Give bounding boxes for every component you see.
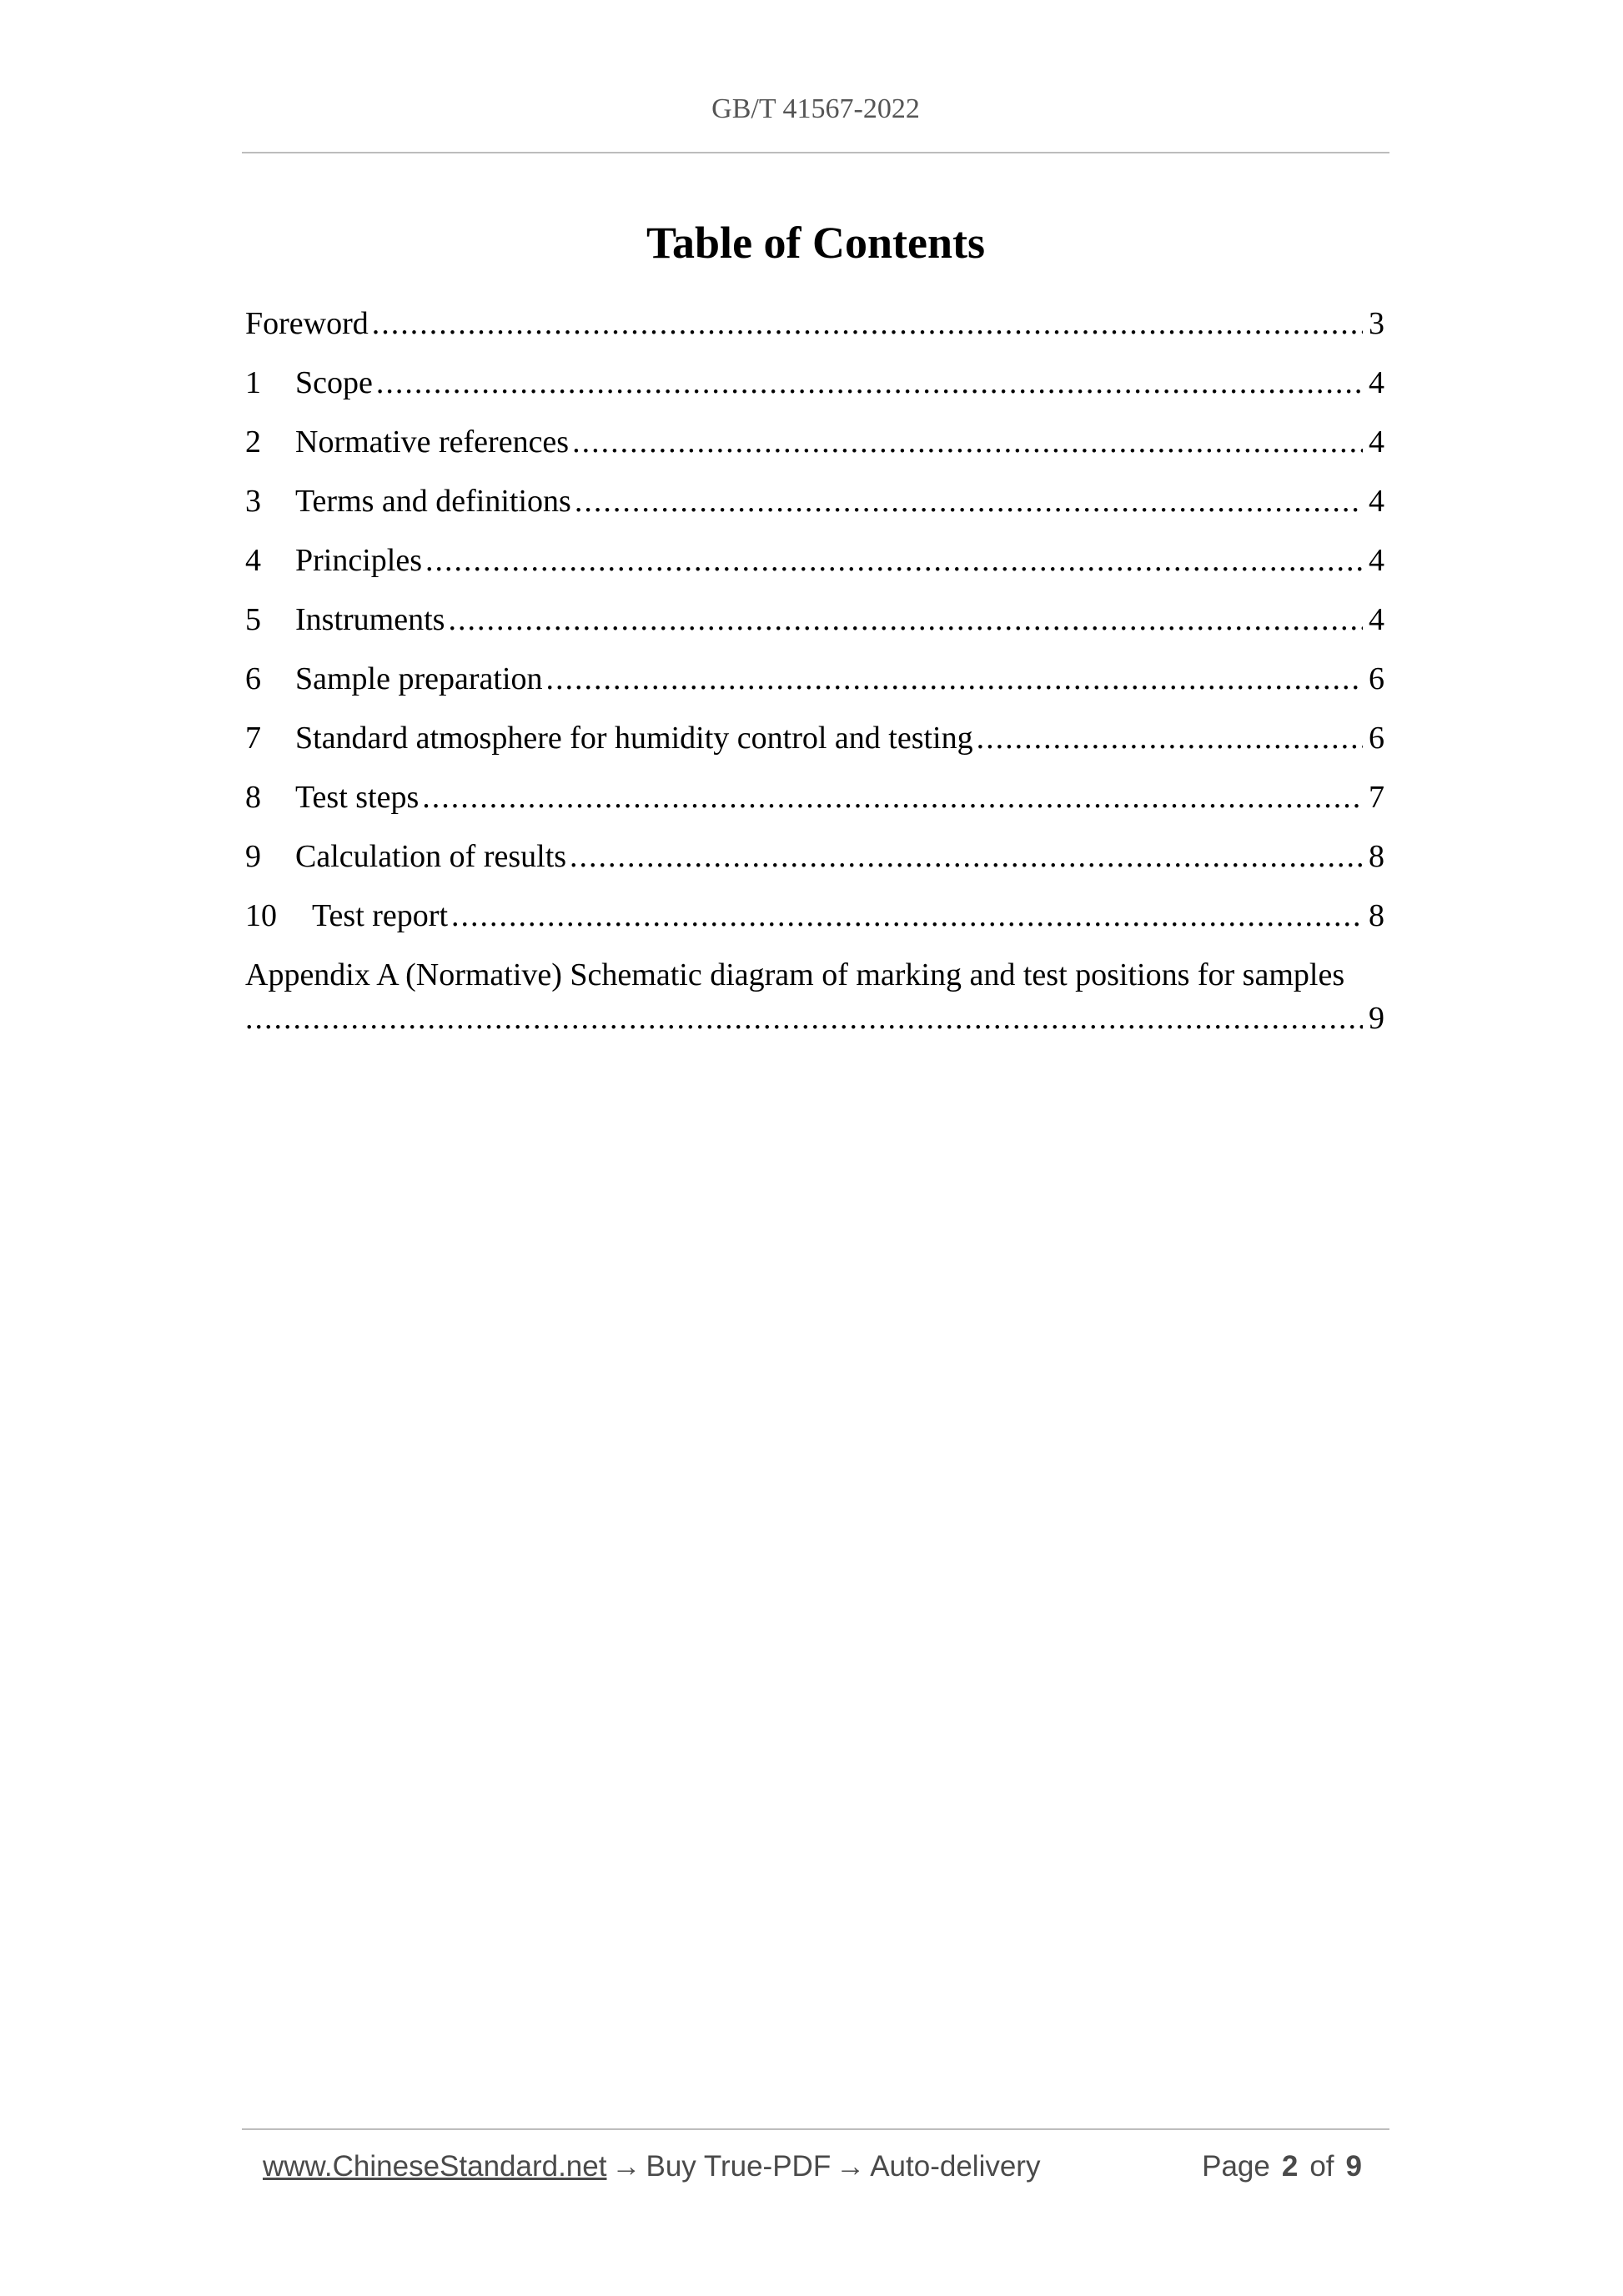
toc-page-number: 4: [1369, 484, 1384, 519]
toc-label: Test steps: [295, 780, 420, 815]
page-title: Table of Contents: [646, 218, 986, 268]
auto-delivery-text: Auto-delivery: [870, 2150, 1041, 2183]
toc-label: Calculation of results: [295, 839, 567, 874]
toc-page-number: 8: [1369, 898, 1384, 933]
total-page-count: 9: [1345, 2150, 1362, 2183]
toc-leader-dots: [372, 305, 1363, 342]
toc-section-number: 4: [245, 543, 261, 578]
toc-page-number: 6: [1369, 661, 1384, 696]
toc-label: Standard atmosphere for humidity control and testing: [295, 721, 973, 756]
page-word: Page: [1202, 2150, 1270, 2183]
toc-section-number: 7: [245, 721, 261, 756]
toc-page-number: 3: [1369, 306, 1384, 341]
toc-leader-dots: [546, 661, 1363, 697]
toc-entry-test-report[interactable]: [245, 897, 1384, 957]
toc-leader-dots: [425, 542, 1363, 579]
toc-leader-dots: [451, 897, 1363, 934]
toc-entry-terms-and-definitions[interactable]: [245, 483, 1384, 542]
header-divider: [242, 152, 1389, 153]
toc-section-number: 5: [245, 602, 261, 637]
toc-entry-test-steps[interactable]: [245, 779, 1384, 838]
toc-page-number: 6: [1369, 721, 1384, 756]
toc-leader-dots: [572, 424, 1363, 460]
toc-page-number: 4: [1369, 602, 1384, 637]
toc-page-number: 4: [1369, 425, 1384, 460]
toc-page-number: 9: [1369, 1001, 1384, 1036]
toc-leader-dots: [570, 838, 1363, 875]
toc-leader-dots: [376, 364, 1363, 401]
toc-page-number: 4: [1369, 365, 1384, 400]
toc-leader-dots: [448, 601, 1363, 638]
toc-leader-dots: [977, 720, 1363, 756]
toc-label: Foreword: [245, 306, 369, 341]
toc-section-number: 8: [245, 780, 261, 815]
footer-promo: [263, 2150, 1040, 2183]
toc-entry-instruments[interactable]: [245, 601, 1384, 661]
toc-label: Terms and definitions: [295, 484, 571, 519]
toc-page-number: 4: [1369, 543, 1384, 578]
toc-entry-scope[interactable]: [245, 364, 1384, 424]
document-code-header: GB/T 41567-2022: [711, 93, 920, 124]
toc-entry-appendix-a[interactable]: [245, 957, 1384, 1043]
toc-section-number: 10: [245, 898, 277, 933]
toc-entry-standard-atmosphere[interactable]: [245, 720, 1384, 779]
website-link[interactable]: www.ChineseStandard.net: [263, 2150, 607, 2183]
toc-label: Scope: [295, 365, 373, 400]
toc-entry-principles[interactable]: [245, 542, 1384, 601]
toc-section-number: 1: [245, 365, 261, 400]
toc-label: Normative references: [295, 425, 570, 460]
toc-label: Principles: [295, 543, 422, 578]
right-arrow-icon: →: [836, 2150, 866, 2183]
of-word: of: [1309, 2150, 1334, 2183]
toc-entry-foreword[interactable]: [245, 305, 1384, 364]
toc-section-number: 9: [245, 839, 261, 874]
toc-label: Instruments: [295, 602, 445, 637]
table-of-contents: [245, 305, 1384, 1043]
toc-section-number: 3: [245, 484, 261, 519]
toc-label: Test report: [312, 898, 449, 933]
toc-label: Appendix A (Normative) Schematic diagram of marking and test positions for samples: [245, 957, 1345, 992]
toc-section-number: 6: [245, 661, 261, 696]
page-footer: [263, 2150, 1372, 2183]
buy-true-pdf-text: Buy True-PDF: [646, 2150, 832, 2183]
toc-leader-dots: [422, 779, 1363, 816]
page-indicator: [1202, 2150, 1362, 2183]
footer-divider: [242, 2128, 1389, 2130]
current-page-number: 2: [1281, 2150, 1299, 2183]
toc-leader-dots: [575, 483, 1363, 520]
toc-page-number: 7: [1369, 780, 1384, 815]
toc-section-number: 2: [245, 425, 261, 460]
toc-leader-dots: [245, 1000, 1363, 1037]
toc-entry-sample-preparation[interactable]: [245, 661, 1384, 720]
toc-entry-calculation-of-results[interactable]: [245, 838, 1384, 897]
toc-entry-normative-references[interactable]: [245, 424, 1384, 483]
toc-page-number: 8: [1369, 839, 1384, 874]
toc-label: Sample preparation: [295, 661, 543, 696]
right-arrow-icon: →: [611, 2150, 641, 2183]
